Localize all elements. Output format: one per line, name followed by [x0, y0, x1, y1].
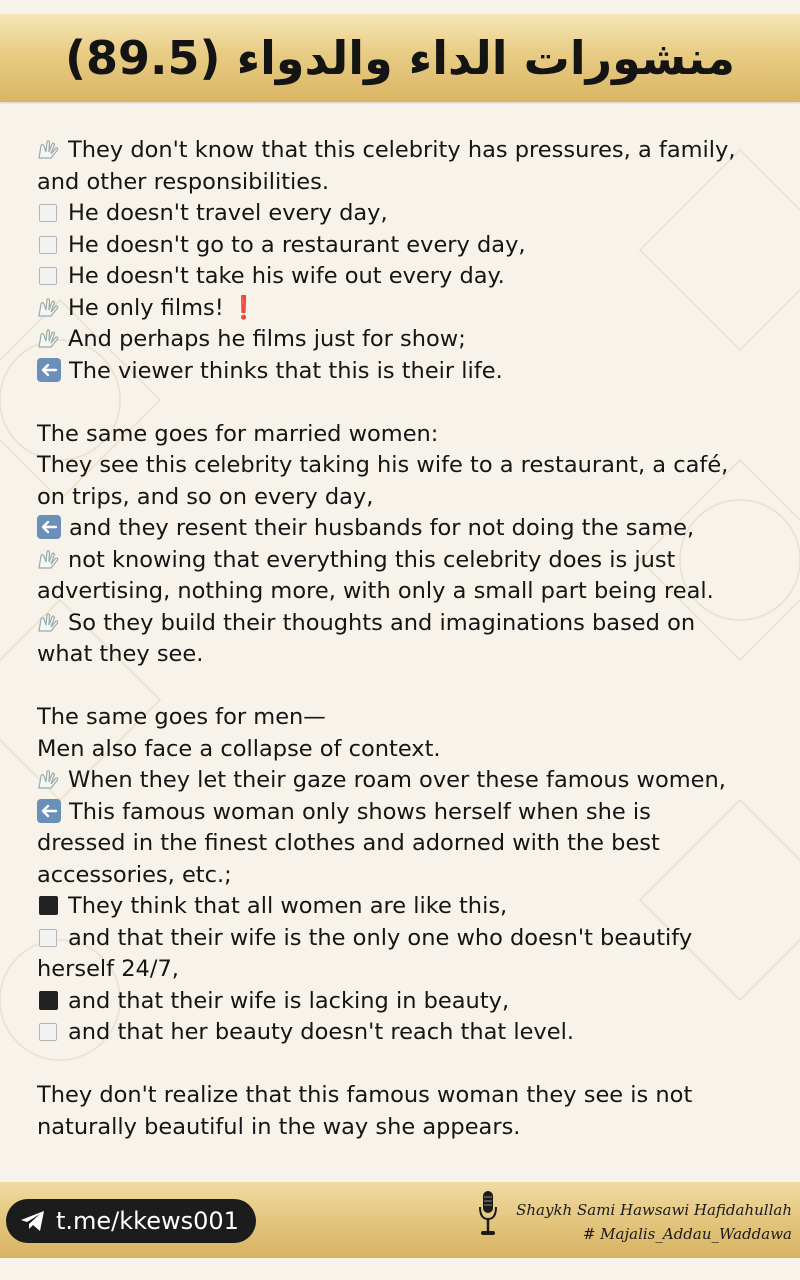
raised-hands-icon [37, 611, 59, 633]
text-line: So they build their thoughts and imaginations based on [37, 608, 777, 640]
page-title: منشورات الداء والدواء (89.5) [65, 31, 735, 85]
telegram-link-button[interactable] [6, 1199, 256, 1243]
raised-hands-icon [37, 296, 59, 318]
left-arrow-icon [37, 358, 61, 382]
text-line: He only films! ❗ [37, 293, 777, 325]
text-line: and that their wife is lacking in beauty, [37, 986, 777, 1018]
text-line: naturally beautiful in the way she appears. [37, 1113, 521, 1140]
text-line: This famous woman only shows herself when she is [37, 797, 777, 829]
left-arrow-icon [37, 515, 61, 539]
credit-block [516, 1198, 792, 1246]
raised-hands-icon [37, 768, 59, 790]
text-line: The same goes for married women: [37, 420, 439, 447]
black-square-icon [39, 991, 58, 1010]
text-line: herself 24/7, [37, 956, 179, 982]
credit-name: Shaykh Sami Hawsawi Hafidahullah [516, 1201, 792, 1219]
white-square-icon [39, 267, 57, 285]
text-line: And perhaps he films just for show; [37, 324, 777, 356]
post-body [37, 135, 777, 1143]
footer-banner [0, 1182, 800, 1258]
text-line: advertising, nothing more, with only a small part being real. [37, 578, 714, 604]
white-square-icon [39, 204, 57, 222]
header-banner [0, 14, 800, 102]
text-line: and other responsibilities. [37, 168, 330, 195]
text-line: The same goes for men— [37, 704, 326, 730]
telegram-link-text[interactable]: t.me/kkews001 [56, 1207, 239, 1235]
credit-hashtag: # Majalis_Addau_Waddawa [582, 1225, 792, 1243]
raised-hands-icon [37, 327, 59, 349]
text-line: and that their wife is the only one who doesn't beautify [37, 923, 777, 955]
microphone-icon [476, 1189, 500, 1239]
exclamation-icon: ❗ [229, 294, 258, 321]
text-line: dressed in the finest clothes and adorned with the best [37, 830, 660, 856]
text-line: When they let their gaze roam over these famous women, [37, 765, 777, 797]
left-arrow-icon [37, 799, 61, 823]
text-line: what they see. [37, 641, 204, 667]
text-line: They see this celebrity taking his wife to a restaurant, a café, [37, 452, 729, 478]
white-square-icon [39, 1023, 57, 1041]
text-line: and they resent their husbands for not doing the same, [37, 513, 777, 545]
text-line: They think that all women are like this, [37, 891, 777, 923]
raised-hands-icon [37, 548, 59, 570]
telegram-icon [20, 1210, 46, 1232]
black-square-icon [39, 896, 58, 915]
paragraph-break [37, 1049, 777, 1081]
text-line: He doesn't travel every day, [37, 198, 777, 230]
paragraph-break [37, 671, 777, 703]
text-line: accessories, etc.; [37, 861, 232, 888]
text-line: The viewer thinks that this is their life. [37, 356, 777, 388]
paragraph-break [37, 387, 777, 419]
white-square-icon [39, 236, 57, 254]
text-line: Men also face a collapse of context. [37, 735, 441, 762]
raised-hands-icon [37, 138, 59, 160]
text-line: They don't know that this celebrity has pressures, a family, [37, 135, 777, 167]
text-line: He doesn't go to a restaurant every day, [37, 230, 777, 262]
white-square-icon [39, 929, 57, 947]
text-line: They don't realize that this famous woman they see is not [37, 1082, 693, 1108]
text-line: and that her beauty doesn't reach that level. [37, 1017, 777, 1049]
text-line: on trips, and so on every day, [37, 483, 374, 510]
text-line: He doesn't take his wife out every day. [37, 261, 777, 293]
text-line: not knowing that everything this celebrity does is just [37, 545, 777, 577]
